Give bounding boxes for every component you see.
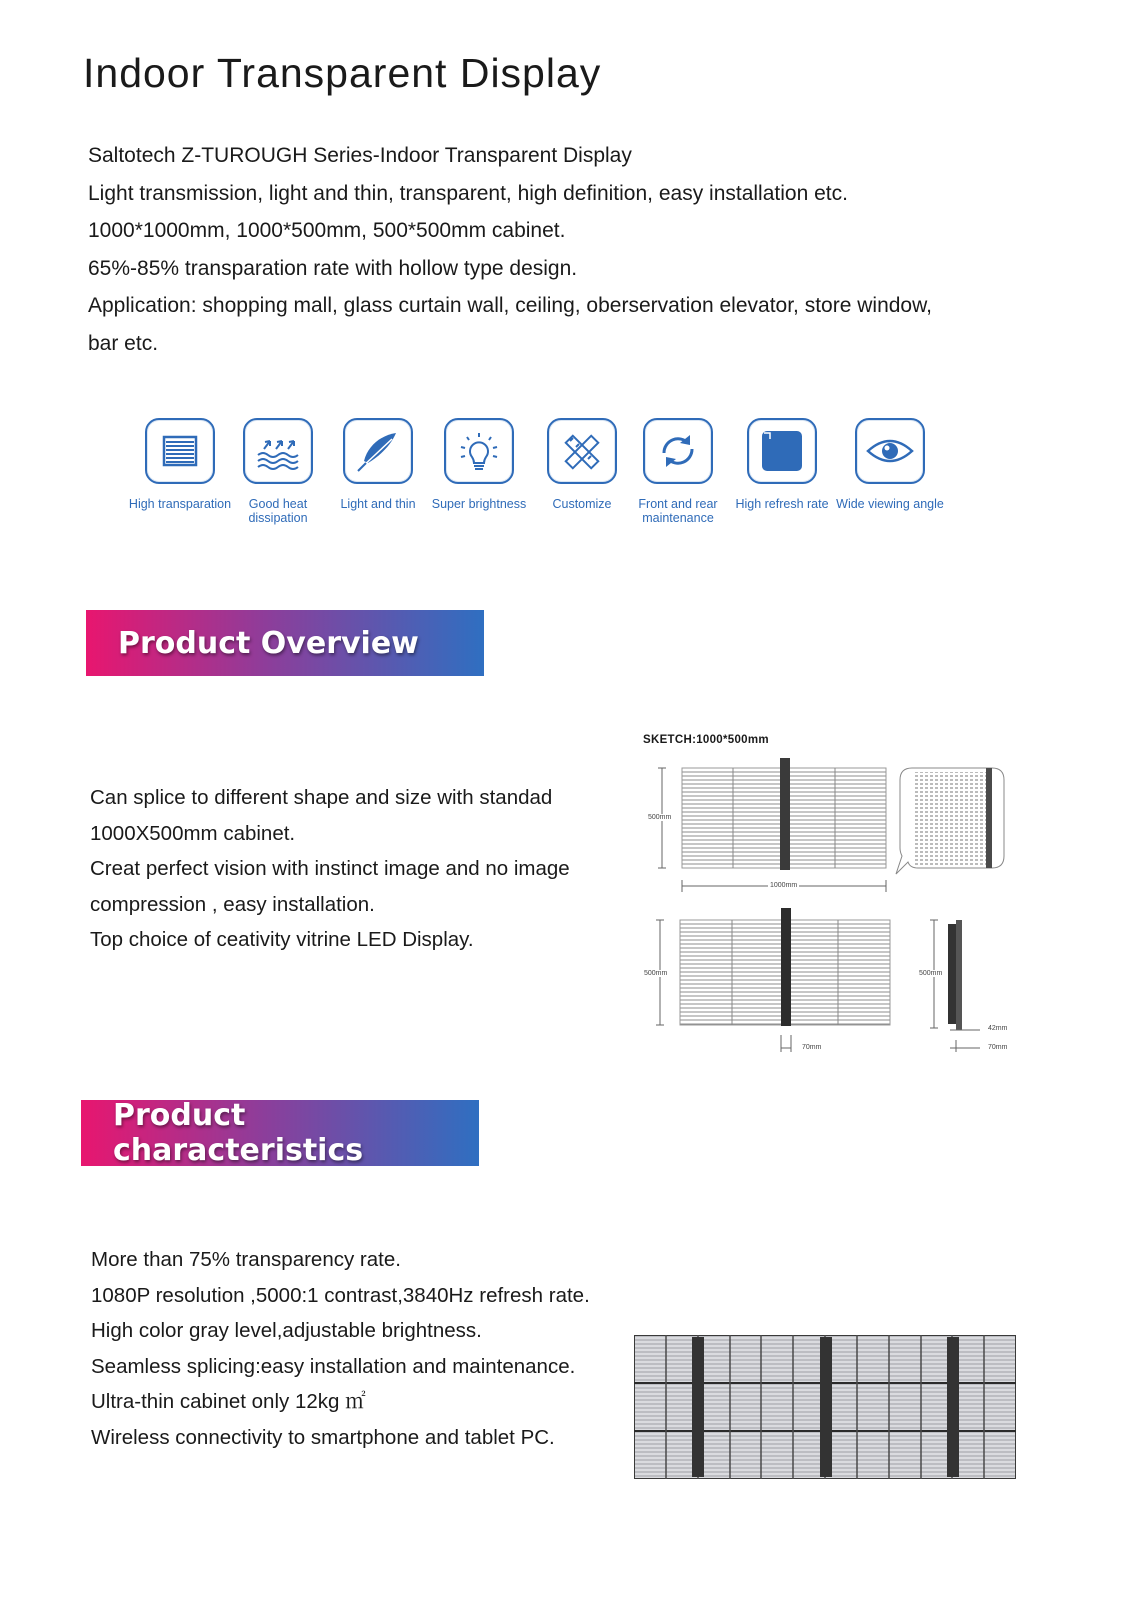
overview-line: Creat perfect vision with instinct image and no image [90, 857, 570, 880]
square-refresh-icon [747, 418, 817, 484]
intro-line: 65%-85% transparation rate with hollow type design. [88, 256, 578, 280]
overview-line: Top choice of ceativity vitrine LED Display. [90, 928, 474, 951]
intro-line: Saltotech Z-TUROUGH Series-Indoor Transparent Display [88, 144, 632, 167]
feature-label: High refresh rate [735, 497, 829, 511]
overview-text [90, 780, 610, 958]
page-title: Indoor Transparent Display [83, 50, 602, 96]
dim-depth-label-c: 70mm [988, 1044, 1008, 1051]
characteristics-line: 1080P resolution ,5000:1 contrast,3840Hz refresh rate. [91, 1283, 590, 1307]
dim-depth-label-b: 42mm [988, 1025, 1008, 1032]
feature-label: Super brightness [431, 497, 527, 511]
led-wall-photo [634, 1335, 1016, 1479]
dim-depth-label-a: 70mm [802, 1044, 822, 1051]
intro-line: bar etc. [88, 331, 159, 355]
refresh-arrows-icon [643, 418, 713, 484]
intro-line: 1000*1000mm, 1000*500mm, 500*500mm cabinet. [88, 219, 566, 242]
overview-line: 1000X500mm cabinet. [90, 821, 296, 845]
dim-width-label: 1000mm [770, 882, 798, 889]
characteristics-line: Wireless connectivity to smartphone and tablet PC. [91, 1425, 555, 1449]
intro-text [88, 137, 1048, 362]
heat-waves-icon [243, 418, 313, 484]
dim-height-label-2: 500mm [644, 970, 668, 977]
light-bulb-icon [444, 418, 514, 484]
overview-line: Can splice to different shape and size with standad [90, 786, 553, 809]
feature-icons-row [0, 418, 1124, 548]
cabinet-sketch [640, 730, 1030, 1060]
feather-icon [343, 418, 413, 484]
product-characteristics-heading: Product characteristics [81, 1100, 479, 1166]
feature-label: Customize [552, 497, 612, 511]
characteristics-text [91, 1242, 631, 1455]
eye-icon [855, 418, 925, 484]
characteristics-line: Ultra-thin cabinet only 12kg ㎡ [91, 1390, 366, 1413]
feature-label: Wide viewing angle [836, 497, 944, 511]
dim-height-label: 500mm [648, 814, 672, 821]
characteristics-line: Seamless splicing:easy installation and maintenance. [91, 1354, 576, 1378]
feature-label-2: maintenance [642, 511, 714, 525]
intro-line: Light transmission, light and thin, transparent, high definition, easy installation etc. [88, 181, 848, 205]
feature-wide-viewing-angle [825, 418, 955, 511]
dim-side-height-label: 500mm [919, 970, 943, 977]
overview-line: compression , easy installation. [90, 892, 375, 916]
feature-label: High transparation [128, 497, 232, 511]
characteristics-line: High color gray level,adjustable brightness. [91, 1319, 482, 1342]
transparency-grid-icon [145, 418, 215, 484]
characteristics-line: More than 75% transparency rate. [91, 1248, 401, 1271]
feature-label: Good heat [248, 497, 308, 511]
sketch-drawing [640, 730, 1030, 1060]
product-overview-heading: Product Overview [86, 610, 484, 676]
pencil-ruler-icon [547, 418, 617, 484]
sketch-title: SKETCH:1000*500mm [643, 734, 769, 746]
feature-label: Front and rear [638, 497, 718, 511]
feature-label-2: dissipation [248, 511, 308, 525]
feature-label: Light and thin [340, 497, 416, 511]
intro-line: Application: shopping mall, glass curtain wall, ceiling, oberservation elevator, store window, [88, 294, 932, 317]
